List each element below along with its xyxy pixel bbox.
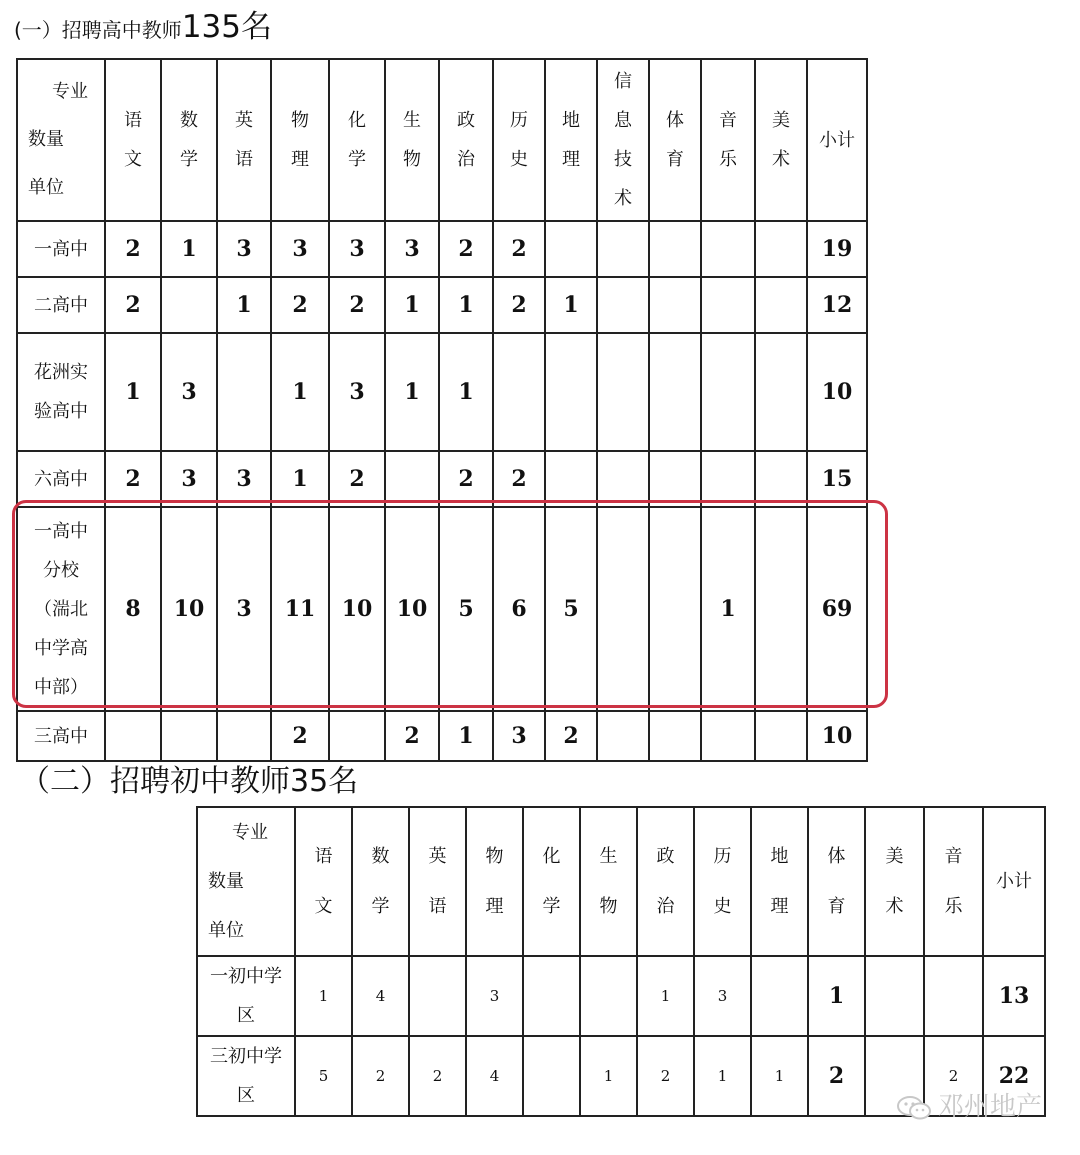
subject-header: [637, 807, 694, 956]
value-cell: [329, 711, 385, 761]
subject-label: 政治: [656, 845, 675, 917]
value-cell: [755, 507, 807, 711]
subject-label: 生物: [599, 845, 618, 917]
corner-label: 专业: [232, 822, 268, 843]
unit-label: 一初中学区: [210, 966, 282, 1026]
value-cell: [523, 956, 580, 1036]
value-cell: [755, 451, 807, 507]
subject-header: [649, 59, 701, 221]
subject-label: 体育: [666, 110, 684, 170]
value-cell: 2: [409, 1036, 466, 1116]
value-cell: 2: [545, 711, 597, 761]
value-cell: [751, 956, 808, 1036]
value-cell: [597, 277, 649, 333]
value-cell: [385, 451, 439, 507]
value-cell: 1: [808, 956, 865, 1036]
value-cell: 3: [466, 956, 523, 1036]
unit-label: 三高中: [34, 725, 88, 747]
subtotal-cell: 10: [807, 711, 867, 761]
value-cell: [649, 451, 701, 507]
subject-label: 音乐: [719, 110, 737, 170]
subject-label: 体育: [827, 845, 846, 917]
value-cell: [701, 221, 755, 277]
table-row: [17, 711, 867, 761]
value-cell: 2: [493, 221, 545, 277]
middleschool-table: [196, 806, 1046, 1117]
value-cell: [161, 711, 217, 761]
corner-label: 单位: [28, 177, 64, 198]
table-row: [17, 451, 867, 507]
value-cell: [649, 221, 701, 277]
subject-header: [217, 59, 271, 221]
unit-label: 二高中: [34, 294, 88, 316]
value-cell: 6: [493, 507, 545, 711]
unit-cell: [17, 221, 105, 277]
unit-cell: [197, 1036, 295, 1116]
subject-header: [694, 807, 751, 956]
value-cell: [701, 711, 755, 761]
subject-header: [924, 807, 983, 956]
value-cell: 1: [439, 333, 493, 451]
value-cell: 1: [545, 277, 597, 333]
value-cell: 2: [808, 1036, 865, 1116]
table-row: [17, 277, 867, 333]
value-cell: 2: [329, 277, 385, 333]
subtotal-header: 小计: [807, 59, 867, 221]
subject-label: 美术: [772, 110, 790, 170]
value-cell: 2: [105, 221, 161, 277]
value-cell: 3: [329, 333, 385, 451]
subtotal-cell: 19: [807, 221, 867, 277]
value-cell: 4: [466, 1036, 523, 1116]
value-cell: 2: [105, 451, 161, 507]
unit-cell: [17, 333, 105, 451]
table-row: [17, 221, 867, 277]
subject-label: 数学: [180, 110, 198, 170]
subject-header: [271, 59, 329, 221]
table-row: [17, 507, 867, 711]
subject-header: [295, 807, 352, 956]
corner-label: 数量: [28, 129, 64, 150]
value-cell: 2: [493, 277, 545, 333]
subject-header: [597, 59, 649, 221]
value-cell: 3: [493, 711, 545, 761]
value-cell: 1: [271, 333, 329, 451]
value-cell: 2: [924, 1036, 983, 1116]
subject-header: [701, 59, 755, 221]
watermark: 邓州地产: [896, 1090, 1042, 1124]
value-cell: [924, 956, 983, 1036]
unit-label: 三初中学区: [210, 1046, 282, 1106]
value-cell: 2: [105, 277, 161, 333]
subject-label: 数学: [371, 845, 390, 917]
value-cell: [545, 333, 597, 451]
value-cell: 1: [271, 451, 329, 507]
subject-header: [751, 807, 808, 956]
subtotal-cell: 69: [807, 507, 867, 711]
subject-header: [755, 59, 807, 221]
value-cell: [597, 333, 649, 451]
corner-header: [17, 59, 105, 221]
subject-label: 地理: [770, 845, 789, 917]
value-cell: 2: [352, 1036, 409, 1116]
value-cell: [217, 333, 271, 451]
value-cell: 1: [439, 277, 493, 333]
subject-label: 化学: [542, 845, 561, 917]
value-cell: 1: [105, 333, 161, 451]
corner-label: 单位: [208, 920, 244, 941]
value-cell: [545, 451, 597, 507]
subject-header: [105, 59, 161, 221]
value-cell: 2: [271, 711, 329, 761]
value-cell: [701, 277, 755, 333]
table-row: [17, 333, 867, 451]
subject-header: [865, 807, 924, 956]
value-cell: 1: [161, 221, 217, 277]
subject-label: 生物: [403, 110, 421, 170]
subject-label: 语文: [314, 845, 333, 917]
value-cell: [649, 333, 701, 451]
value-cell: [217, 711, 271, 761]
value-cell: 3: [217, 451, 271, 507]
value-cell: [597, 711, 649, 761]
value-cell: 3: [694, 956, 751, 1036]
value-cell: 3: [217, 507, 271, 711]
subject-header: [808, 807, 865, 956]
value-cell: 2: [439, 221, 493, 277]
value-cell: 10: [329, 507, 385, 711]
value-cell: 2: [329, 451, 385, 507]
value-cell: 2: [271, 277, 329, 333]
table-row: [197, 956, 1045, 1036]
subject-label: 物理: [291, 110, 309, 170]
value-cell: 2: [637, 1036, 694, 1116]
subject-header: [523, 807, 580, 956]
value-cell: [105, 711, 161, 761]
subject-label: 英语: [428, 845, 447, 917]
value-cell: 4: [352, 956, 409, 1036]
unit-cell: [197, 956, 295, 1036]
subject-label: 化学: [348, 110, 366, 170]
value-cell: 1: [694, 1036, 751, 1116]
value-cell: [523, 1036, 580, 1116]
value-cell: [597, 221, 649, 277]
section1-title: (一）招聘高中教师135名: [14, 9, 272, 45]
value-cell: [597, 451, 649, 507]
value-cell: 2: [385, 711, 439, 761]
highschool-table: [16, 58, 868, 762]
subject-header: [439, 59, 493, 221]
subject-label: 语文: [124, 110, 142, 170]
unit-label: 花洲实验高中: [34, 362, 88, 422]
value-cell: [545, 221, 597, 277]
unit-label: 六高中: [34, 468, 88, 490]
subject-header: [385, 59, 439, 221]
subtotal-cell: 10: [807, 333, 867, 451]
value-cell: 1: [751, 1036, 808, 1116]
value-cell: 8: [105, 507, 161, 711]
unit-cell: [17, 711, 105, 761]
value-cell: [755, 711, 807, 761]
value-cell: [755, 333, 807, 451]
value-cell: 3: [329, 221, 385, 277]
value-cell: 3: [161, 451, 217, 507]
subject-header: [493, 59, 545, 221]
value-cell: 1: [385, 277, 439, 333]
section2-title: （二）招聘初中教师35名: [20, 764, 359, 799]
subject-label: 历史: [713, 845, 732, 917]
value-cell: 1: [385, 333, 439, 451]
value-cell: [755, 277, 807, 333]
value-cell: 1: [439, 711, 493, 761]
wechat-icon: [896, 1095, 932, 1121]
value-cell: 3: [161, 333, 217, 451]
subject-header: [329, 59, 385, 221]
corner-label: 数量: [208, 871, 244, 892]
value-cell: 1: [637, 956, 694, 1036]
value-cell: 11: [271, 507, 329, 711]
subject-header: [409, 807, 466, 956]
value-cell: [865, 956, 924, 1036]
subject-label: 地理: [562, 110, 580, 170]
subtotal-cell: 22: [983, 1036, 1045, 1116]
value-cell: 1: [217, 277, 271, 333]
subtotal-cell: 12: [807, 277, 867, 333]
subject-label: 英语: [235, 110, 253, 170]
subject-label: 音乐: [944, 845, 963, 917]
value-cell: 3: [385, 221, 439, 277]
value-cell: 3: [217, 221, 271, 277]
unit-cell: [17, 507, 105, 711]
value-cell: 1: [701, 507, 755, 711]
value-cell: 10: [385, 507, 439, 711]
value-cell: [580, 956, 637, 1036]
subject-label: 政治: [457, 110, 475, 170]
unit-label: 一高中分校（湍北中学高中部）: [34, 520, 88, 698]
value-cell: 5: [295, 1036, 352, 1116]
subject-label: 美术: [885, 845, 904, 917]
value-cell: 10: [161, 507, 217, 711]
value-cell: 2: [493, 451, 545, 507]
value-cell: [597, 507, 649, 711]
subject-header: [352, 807, 409, 956]
value-cell: [161, 277, 217, 333]
value-cell: [409, 956, 466, 1036]
value-cell: 5: [439, 507, 493, 711]
value-cell: [649, 507, 701, 711]
unit-label: 一高中: [34, 238, 88, 260]
subject-label: 物理: [485, 845, 504, 917]
unit-cell: [17, 451, 105, 507]
value-cell: [649, 277, 701, 333]
value-cell: 1: [580, 1036, 637, 1116]
value-cell: 1: [295, 956, 352, 1036]
subject-header: [580, 807, 637, 956]
value-cell: [649, 711, 701, 761]
value-cell: 2: [439, 451, 493, 507]
subtotal-header: 小计: [983, 807, 1045, 956]
subject-label: 历史: [510, 110, 528, 170]
value-cell: [701, 333, 755, 451]
value-cell: 5: [545, 507, 597, 711]
subject-header: [161, 59, 217, 221]
corner-label: 专业: [52, 81, 88, 102]
subtotal-cell: 13: [983, 956, 1045, 1036]
value-cell: [755, 221, 807, 277]
corner-header: [197, 807, 295, 956]
value-cell: [701, 451, 755, 507]
subtotal-cell: 15: [807, 451, 867, 507]
unit-cell: [17, 277, 105, 333]
subject-header: [545, 59, 597, 221]
subject-header: [466, 807, 523, 956]
value-cell: [493, 333, 545, 451]
value-cell: 3: [271, 221, 329, 277]
subject-label: 信息技术: [614, 71, 632, 209]
